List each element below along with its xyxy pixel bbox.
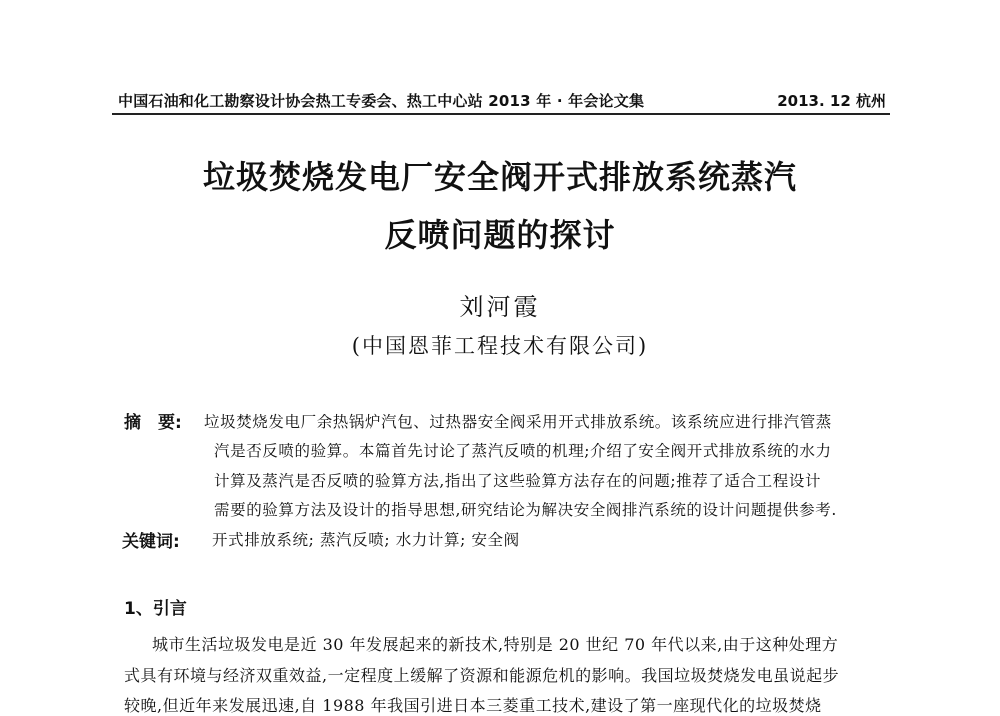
abstract-label: 摘 要: — [124, 413, 182, 433]
abstract-line-3: 计算及蒸汽是否反喷的验算方法,指出了这些验算方法存在的问题;推荐了适合工程设计 — [214, 472, 822, 490]
author-affiliation: (中国恩菲工程技术有限公司) — [351, 334, 649, 358]
keywords-text: 开式排放系统; 蒸汽反喷; 水力计算; 安全阀 — [212, 531, 520, 549]
paper-title-line-1: 垃圾焚烧发电厂安全阀开式排放系统蒸汽 — [202, 158, 797, 196]
section-1-line-2: 式具有环境与经济双重效益,一定程度上缓解了资源和能源危机的影响。我国垃圾焚烧发电虽说起步 — [124, 666, 840, 685]
header-rule — [112, 113, 890, 115]
section-1-title: 1、引言 — [124, 599, 187, 619]
section-1-line-1: 城市生活垃圾发电是近 30 年发展起来的新技术,特别是 20 世纪 70 年代以来,由于这种处理方 — [152, 635, 839, 654]
author-name: 刘河霞 — [459, 293, 541, 321]
paper-title-line-2: 反喷问题的探讨 — [384, 216, 616, 254]
abstract-line-2: 汽是否反喷的验算。本篇首先讨论了蒸汽反喷的机理;介绍了安全阀开式排放系统的水力 — [214, 442, 832, 460]
running-header — [112, 86, 888, 114]
header-date-location: 2013. 12 杭州 — [777, 92, 886, 110]
section-1-line-3: 较晚,但近年来发展迅速,自 1988 年我国引进日本三菱重工技术,建设了第一座现代化的垃圾焚烧 — [124, 696, 822, 715]
keywords-label: 关键词: — [122, 532, 180, 552]
abstract-line-4: 需要的验算方法及设计的指导思想,研究结论为解决安全阀排汽系统的设计问题提供参考. — [214, 501, 837, 519]
header-proceedings-title: 中国石油和化工勘察设计协会热工专委会、热工中心站 2013 年 · 年会论文集 — [118, 92, 645, 110]
abstract-line-1: 垃圾焚烧发电厂余热锅炉汽包、过热器安全阀采用开式排放系统。该系统应进行排汽管蒸 — [204, 413, 832, 431]
